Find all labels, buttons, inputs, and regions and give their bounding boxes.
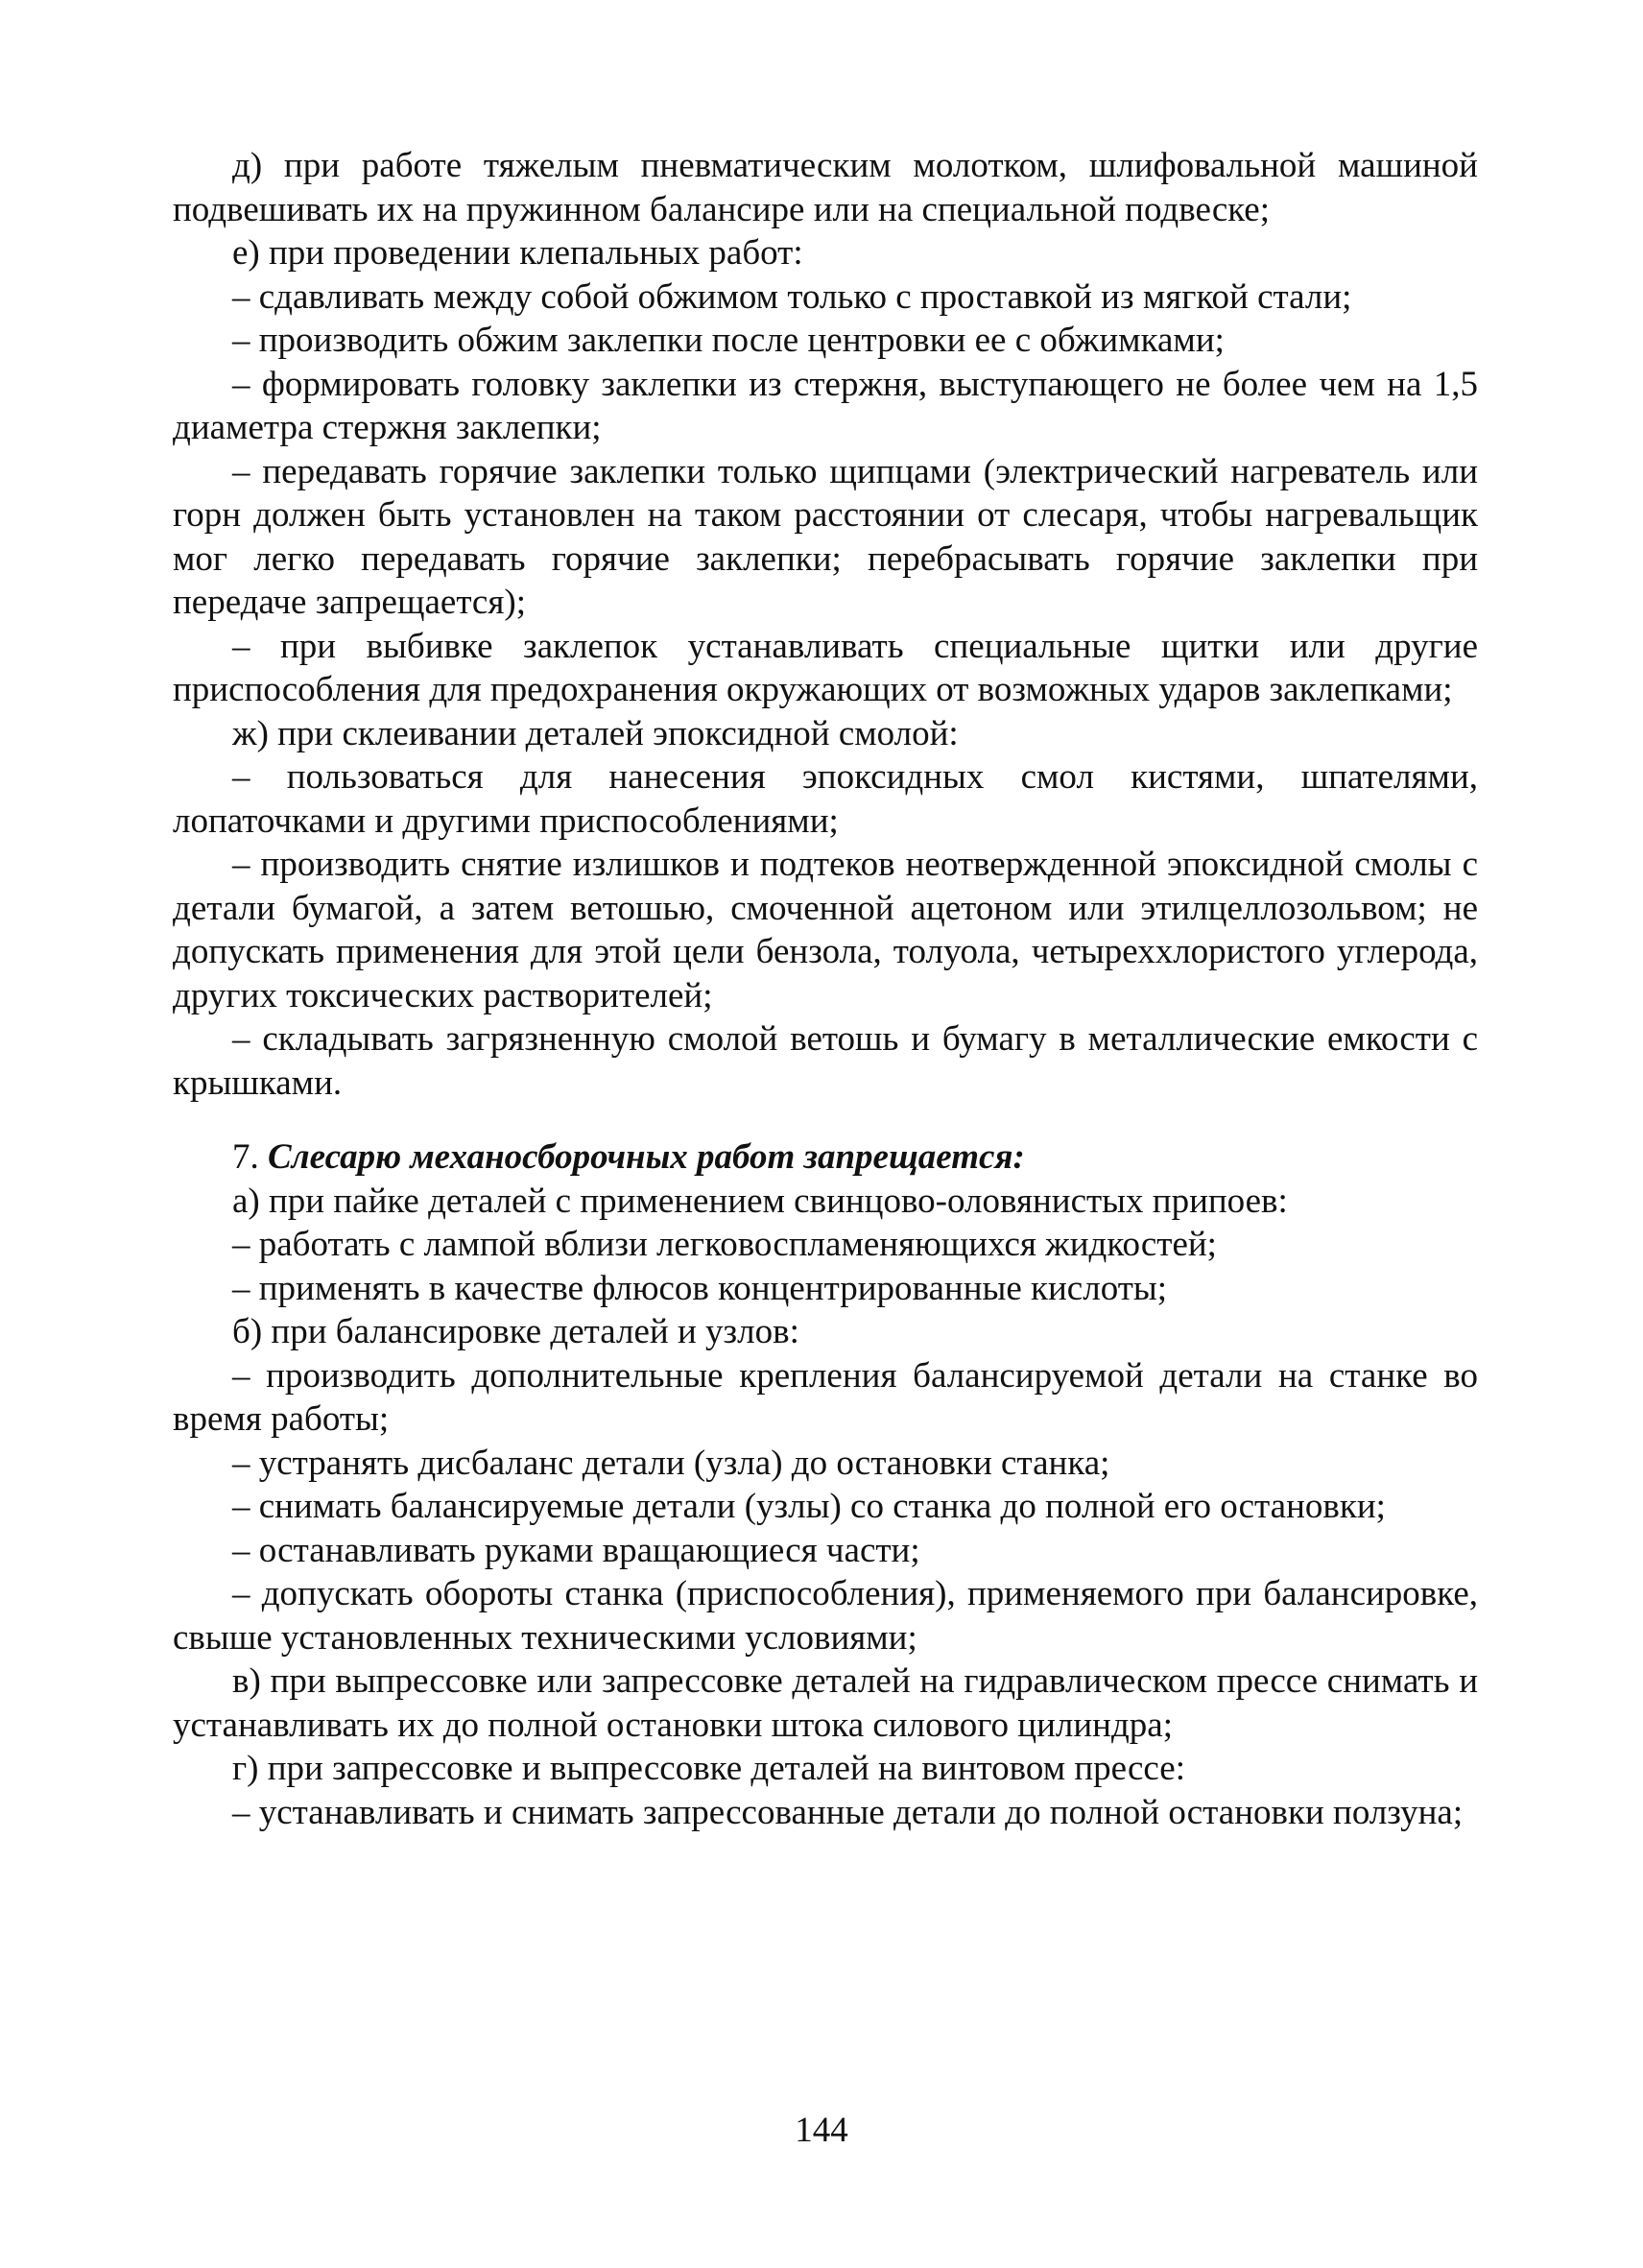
list-item: – при выбивке заклепок устанавливать специальные щитки или другие приспособления для предохранения окружающих от возможных ударов заклепками;	[173, 626, 1478, 709]
section-number: 7.	[232, 1137, 259, 1177]
list-item: – передавать горячие заклепки только щипцами (электрический нагреватель или горн должен быть установлен на таком расстоянии от слесаря, чтобы нагревальщик мог легко передавать горячие заклепки; перебрасывать горячие заклепки при передаче запрещается);	[173, 451, 1478, 622]
page-number: 144	[795, 2111, 848, 2150]
paragraph-v: в) при выпрессовке или запрессовке деталей на гидравлическом прессе снимать и устанавливать их до полной остановки штока силового цилиндра;	[173, 1661, 1478, 1745]
list-item: – производить обжим заклепки после центровки ее с обжимками;	[232, 321, 1225, 360]
list-item: – производить дополнительные крепления балансируемой детали на станке во время работы;	[173, 1355, 1478, 1439]
paragraph-b: б) при балансировке деталей и узлов:	[232, 1312, 799, 1351]
paragraph-zh: ж) при склеивании деталей эпоксидной смолой:	[232, 713, 959, 753]
list-item: – формировать головку заклепки из стержня, выступающего не более чем на 1,5 диаметра стержня заклепки;	[173, 364, 1478, 447]
list-item: – допускать обороты станка (приспособления), применяемого при балансировке, свыше установленных техническими условиями;	[173, 1574, 1478, 1658]
list-item: – устанавливать и снимать запрессованные детали до полной остановки ползуна;	[232, 1792, 1464, 1832]
list-item: – пользоваться для нанесения эпоксидных смол кистями, шпателями, лопаточками и другими приспособлениями;	[173, 757, 1478, 841]
list-item: – снимать балансируемые детали (узлы) со станка до полной его остановки;	[232, 1487, 1386, 1526]
list-item: – складывать загрязненную смолой ветошь и бумагу в металлические емкости с крышками.	[173, 1019, 1478, 1103]
list-item: – применять в качестве флюсов концентрированные кислоты;	[232, 1268, 1168, 1308]
paragraph-d: д) при работе тяжелым пневматическим молотком, шлифовальной машиной подвешивать их на пружинном балансире или на специальной подвеске;	[173, 146, 1478, 229]
section-title: Слесарю механосборочных работ запрещается:	[268, 1137, 1025, 1177]
section-heading	[173, 1135, 1478, 1180]
list-item: – производить снятие излишков и подтеков неотвержденной эпоксидной смолы с детали бумагой, а затем ветошью, смоченной ацетоном или этилцеллозольвом; не допускать применения для этой цели бензола, толуола, четыреххлористого углерода, других токсических растворителей;	[173, 845, 1478, 1015]
paragraph-g: г) при запрессовке и выпрессовке деталей на винтовом прессе:	[232, 1749, 1186, 1788]
document-page	[173, 144, 1478, 1834]
list-item: – останавливать руками вращающиеся части;	[232, 1530, 920, 1570]
paragraph-a: а) при пайке деталей с применением свинцово-оловянистых припоев:	[232, 1181, 1288, 1221]
list-item: – сдавливать между собой обжимом только с проставкой из мягкой стали;	[232, 276, 1352, 317]
list-item: – устранять дисбаланс детали (узла) до остановки станка;	[232, 1443, 1110, 1483]
paragraph-e: е) при проведении клепальных работ:	[232, 233, 803, 273]
list-item: – работать с лампой вблизи легковоспламеняющихся жидкостей;	[232, 1225, 1217, 1264]
